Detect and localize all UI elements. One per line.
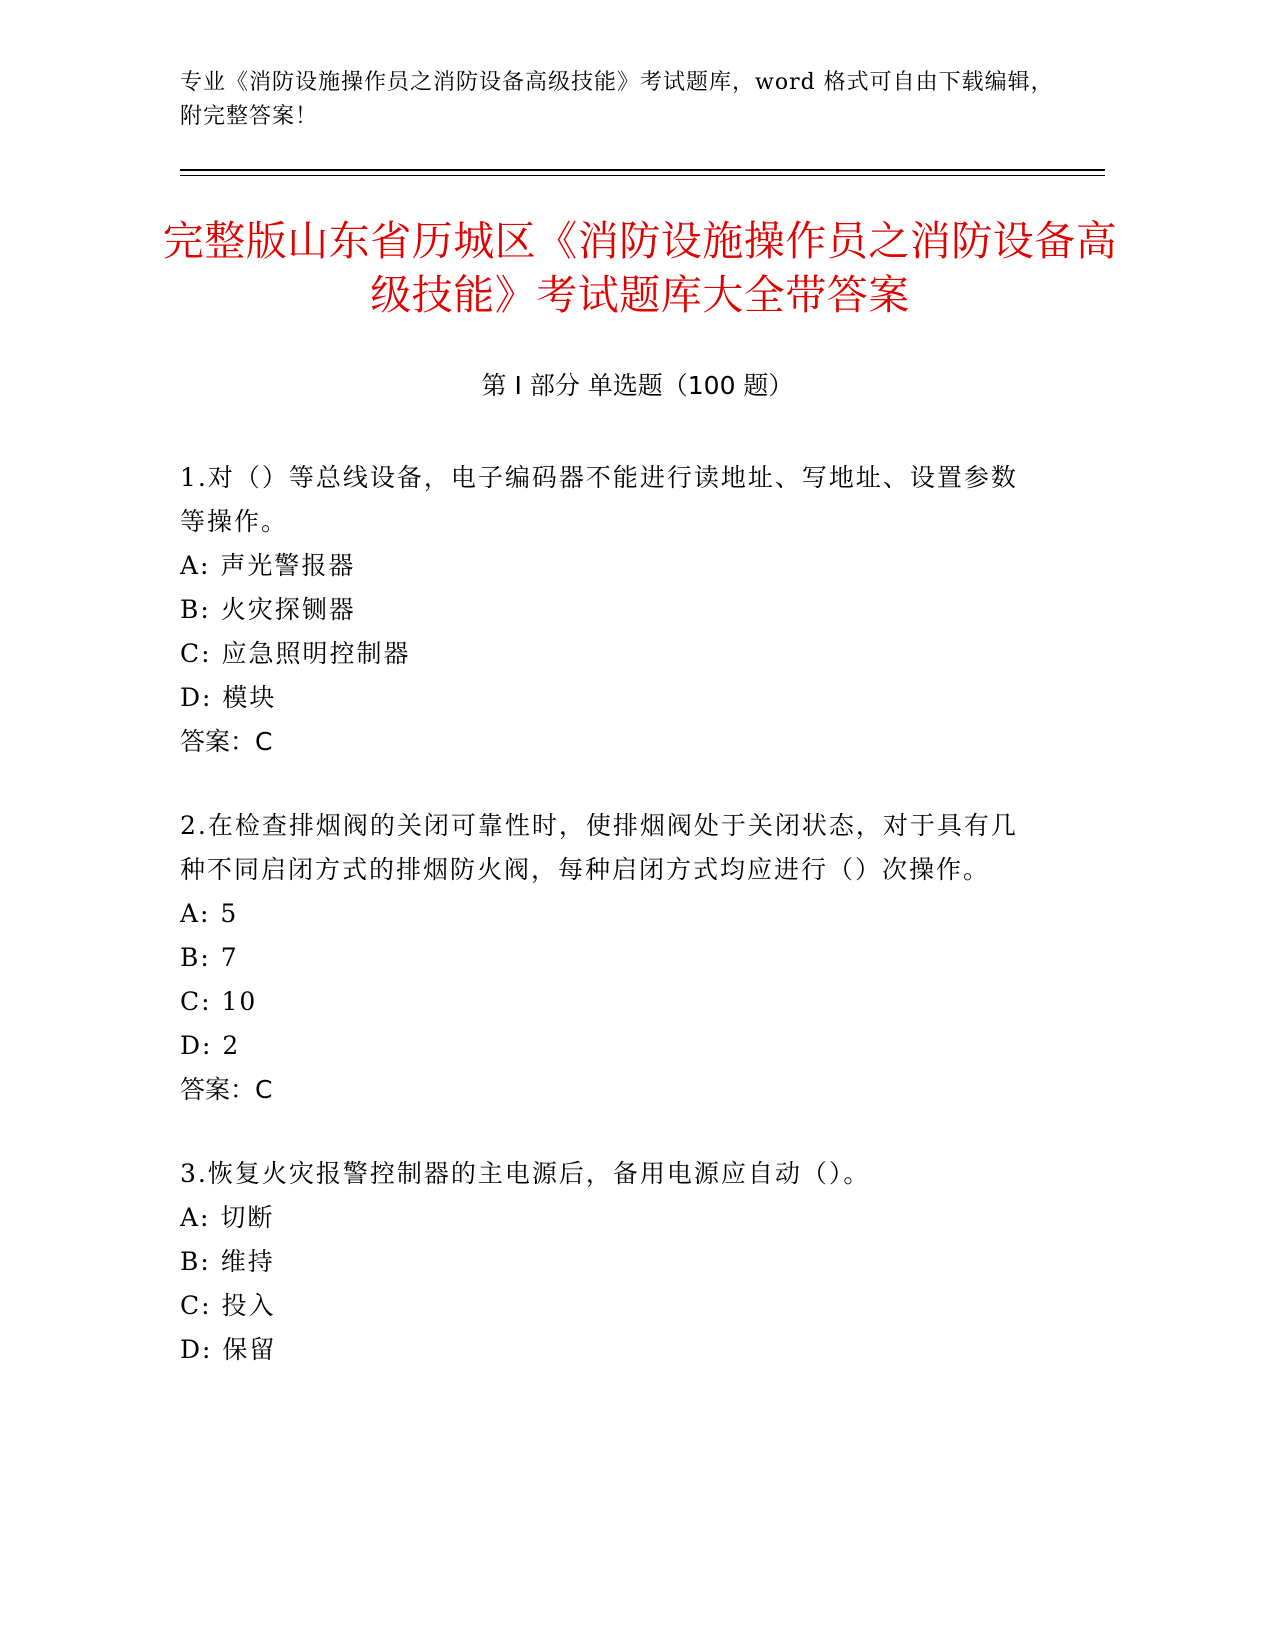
option-d: D: 保留 <box>180 1335 277 1364</box>
section-title: 第 I 部分 单选题（100 题） <box>481 371 794 400</box>
document-title: 完整版山东省历城区《消防设施操作员之消防设备高级技能》考试题库大全带答案 <box>162 217 1118 319</box>
header-note: 专业《消防设施操作员之消防设备高级技能》考试题库，word 格式可自由下载编辑，附完整答案！ <box>180 70 1054 129</box>
option-c: C: 投入 <box>180 1291 276 1320</box>
option-a: A: 声光警报器 <box>180 551 356 580</box>
question-list <box>180 450 1020 1412</box>
answer-label: 答案：C <box>180 1075 273 1104</box>
option-b: B: 火灾探铡器 <box>180 595 356 624</box>
header-divider-thick <box>180 169 1105 171</box>
option-d: D: 2 <box>180 1031 241 1060</box>
option-a: A: 切断 <box>180 1203 275 1232</box>
option-a: A: 5 <box>180 899 239 928</box>
answer-label: 答案：C <box>180 727 273 756</box>
question-stem: 2.在检查排烟阀的关闭可靠性时，使排烟阀处于关闭状态，对于具有几种不同启闭方式的排烟防火阀，每种启闭方式均应进行（）次操作。 <box>180 811 1018 884</box>
question-item <box>180 804 1020 1112</box>
option-b: B: 维持 <box>180 1247 275 1276</box>
option-b: B: 7 <box>180 943 239 972</box>
header-divider-thin <box>180 175 1105 176</box>
question-item <box>180 1152 1020 1372</box>
question-stem: 3.恢复火灾报警控制器的主电源后，备用电源应自动（）。 <box>180 1159 871 1188</box>
option-c: C: 应急照明控制器 <box>180 639 411 668</box>
question-item <box>180 456 1020 764</box>
question-stem: 1.对（）等总线设备，电子编码器不能进行读地址、写地址、设置参数等操作。 <box>180 463 1018 536</box>
option-d: D: 模块 <box>180 683 277 712</box>
option-c: C: 10 <box>180 987 258 1016</box>
